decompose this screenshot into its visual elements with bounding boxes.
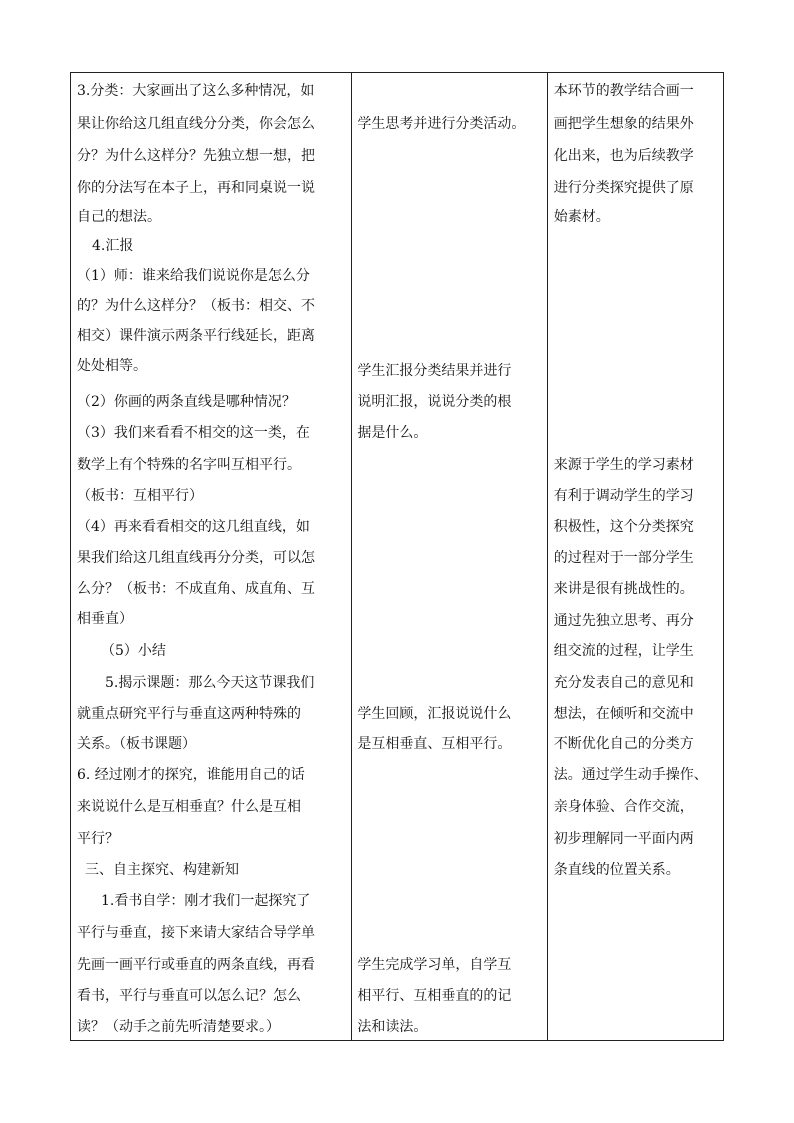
teacher-line: 果让你给这几组直线分分类，你会怎么	[77, 116, 315, 132]
teacher-line: 的？为什么这样分？（板书：相交、不	[77, 298, 315, 314]
teacher-line: 5.揭示课题：那么今天这节课我们	[105, 675, 315, 691]
teacher-line: 相垂直）	[77, 611, 133, 627]
teacher-line: 平行？	[77, 831, 119, 847]
intent-line: 的过程对于一部分学生	[553, 550, 694, 566]
teacher-line: 先画一画平行或垂直的两条直线，再看	[77, 957, 315, 973]
student-activity-cell	[352, 73, 547, 1041]
teacher-line: 3.分类：大家画出了这么多种情况，如	[77, 83, 315, 99]
intent-line: 进行分类探究提供了原	[553, 180, 694, 196]
intent-line: 初步理解同一平面内两	[553, 831, 694, 847]
intent-line: 充分发表自己的意见和	[553, 675, 694, 691]
teacher-line: 看书，平行与垂直可以怎么记？怎么	[77, 988, 301, 1004]
teacher-line: 三、自主探究、构建新知	[85, 862, 239, 878]
intent-line: 始素材。	[553, 209, 610, 225]
student-line: 是互相垂直、互相平行。	[357, 736, 512, 752]
intent-line: 条直线的位置关系。	[553, 862, 680, 878]
lesson-plan-table	[70, 72, 724, 1041]
teacher-line: 4.汇报	[92, 238, 134, 254]
teacher-line: （1）师：谁来给我们说说你是怎么分	[77, 268, 310, 284]
student-line: 学生回顾，汇报说说什么	[357, 706, 512, 722]
student-line: 学生汇报分类结果并进行	[357, 363, 512, 379]
intent-line: 积极性，这个分类探究	[553, 519, 694, 535]
teacher-line: （2）你画的两条直线是哪种情况？	[77, 394, 296, 410]
intent-line: 想法，在倾听和交流中	[553, 706, 694, 722]
teacher-line: 平行与垂直，接下来请大家结合导学单	[77, 925, 315, 941]
intent-line: 不断优化自己的分类方	[553, 736, 694, 752]
teacher-line: 关系。（板书课题）	[77, 736, 196, 752]
student-line: 相平行、互相垂直的的记	[357, 988, 512, 1004]
teacher-line: 分？为什么这样分？先独立想一想，把	[77, 148, 315, 164]
intent-line: 来源于学生的学习素材	[553, 457, 694, 473]
student-line: 说明汇报，说说分类的根	[357, 394, 512, 410]
teacher-line: 1.看书自学：刚才我们一起探究了	[101, 893, 311, 909]
intent-line: 画把学生想象的结果外	[553, 116, 694, 132]
teacher-activity-cell	[71, 73, 352, 1041]
table-row	[71, 73, 724, 1041]
intent-line: 组交流的过程，让学生	[553, 643, 694, 659]
teacher-line: 处处相等。	[77, 358, 147, 374]
teacher-line: 6. 经过刚才的探究，谁能用自己的话	[77, 767, 305, 783]
design-intent-cell	[547, 73, 723, 1041]
intent-line: 化出来，也为后续教学	[553, 148, 694, 164]
intent-line: 通过先独立思考、再分	[553, 613, 694, 629]
teacher-line: 果我们给这几组直线再分分类，可以怎	[77, 550, 315, 566]
teacher-line: 自己的想法。	[77, 209, 161, 225]
teacher-line: 相交）课件演示两条平行线延长，距离	[77, 328, 315, 344]
student-line: 学生思考并进行分类活动。	[357, 116, 526, 132]
intent-line: 有利于调动学生的学习	[553, 488, 694, 504]
teacher-line: （5）小结	[101, 643, 166, 659]
teacher-line: （板书：互相平行）	[77, 488, 203, 504]
student-line: 据是什么。	[357, 425, 428, 441]
intent-line: 来讲是很有挑战性的。	[553, 581, 694, 597]
intent-line: 法。通过学生动手操作、	[553, 767, 708, 783]
teacher-line: 来说说什么是互相垂直？什么是互相	[77, 799, 301, 815]
teacher-line: （4）再来看看相交的这几组直线，如	[77, 519, 310, 535]
intent-line: 亲身体验、合作交流，	[553, 799, 694, 815]
teacher-line: 数学上有个特殊的名字叫互相平行。	[77, 457, 301, 473]
teacher-line: 么分？（板书：不成直角、成直角、互	[77, 581, 315, 597]
teacher-line: 你的分法写在本子上，再和同桌说一说	[77, 180, 315, 196]
teacher-line: 就重点研究平行与垂直这两种特殊的	[77, 706, 301, 722]
student-line: 法和读法。	[357, 1019, 428, 1035]
student-line: 学生完成学习单，自学互	[357, 957, 512, 973]
teacher-line: 读？（动手之前先听清楚要求。）	[77, 1019, 280, 1035]
intent-line: 本环节的教学结合画一	[553, 83, 694, 99]
teacher-line: （3）我们来看看不相交的这一类，在	[77, 425, 310, 441]
